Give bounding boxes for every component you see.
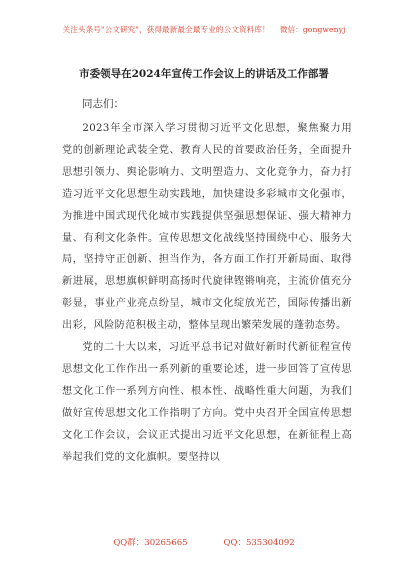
header-note-promo: 关注头条号"公文研究"，获得最新最全最专业的公文资料库！ — [62, 25, 270, 34]
footer-qq: QQ：535304092 — [223, 538, 295, 548]
document-title: 市委领导在2024年宣传工作会议上的讲话及工作部署 — [79, 68, 329, 80]
document-body — [62, 118, 352, 469]
paragraph-2: 党的二十大以来，习近平总书记对做好新时代新征程宣传思想文化工作作出一系列新的重要论述，进一步回答了宣传思想文化工作一系列方向性、根本性、战略性重大问题，为我们做好宣传思想文化工作指明了方向。党中央召开全国宣传思想文化工作会议，会议正式提出习近平文化思想，在新征程上高举起我们党的文化旗帜。要坚持以 — [62, 342, 352, 463]
paragraph-1: 2023年全市深入学习贯彻习近平文化思想，聚焦聚力用党的创新理论武装全党、教育人民的首要政治任务，全面提升思想引领力、舆论影响力、文明塑造力、文化竞争力，奋力打造习近平文化思想生动实践地，加快建设多彩城市文化强市，为推进中国式现代化城市实践提供坚强思想保证、强大精神力量、有利文化条件。宣传思想文化战线坚持围绕中心、服务大局，坚持守正创新、担当作为，各方面工作打开新局面、取得新进展，思想旗帜鲜明高扬时代旋律铿锵响亮，主流价值充分彰显，事业产业亮点纷呈，城市文化绽放光芒，国际传播出新出彩，风险防范积极主动，整体呈现出繁荣发展的蓬勃态势。 — [62, 123, 352, 332]
salutation: 同志们： — [82, 98, 124, 110]
footer-contact — [0, 536, 408, 548]
footer-qq-group: QQ群：30265665 — [113, 538, 188, 548]
header-note — [0, 24, 408, 35]
header-note-wechat: 微信：gongwenyj — [279, 25, 346, 34]
